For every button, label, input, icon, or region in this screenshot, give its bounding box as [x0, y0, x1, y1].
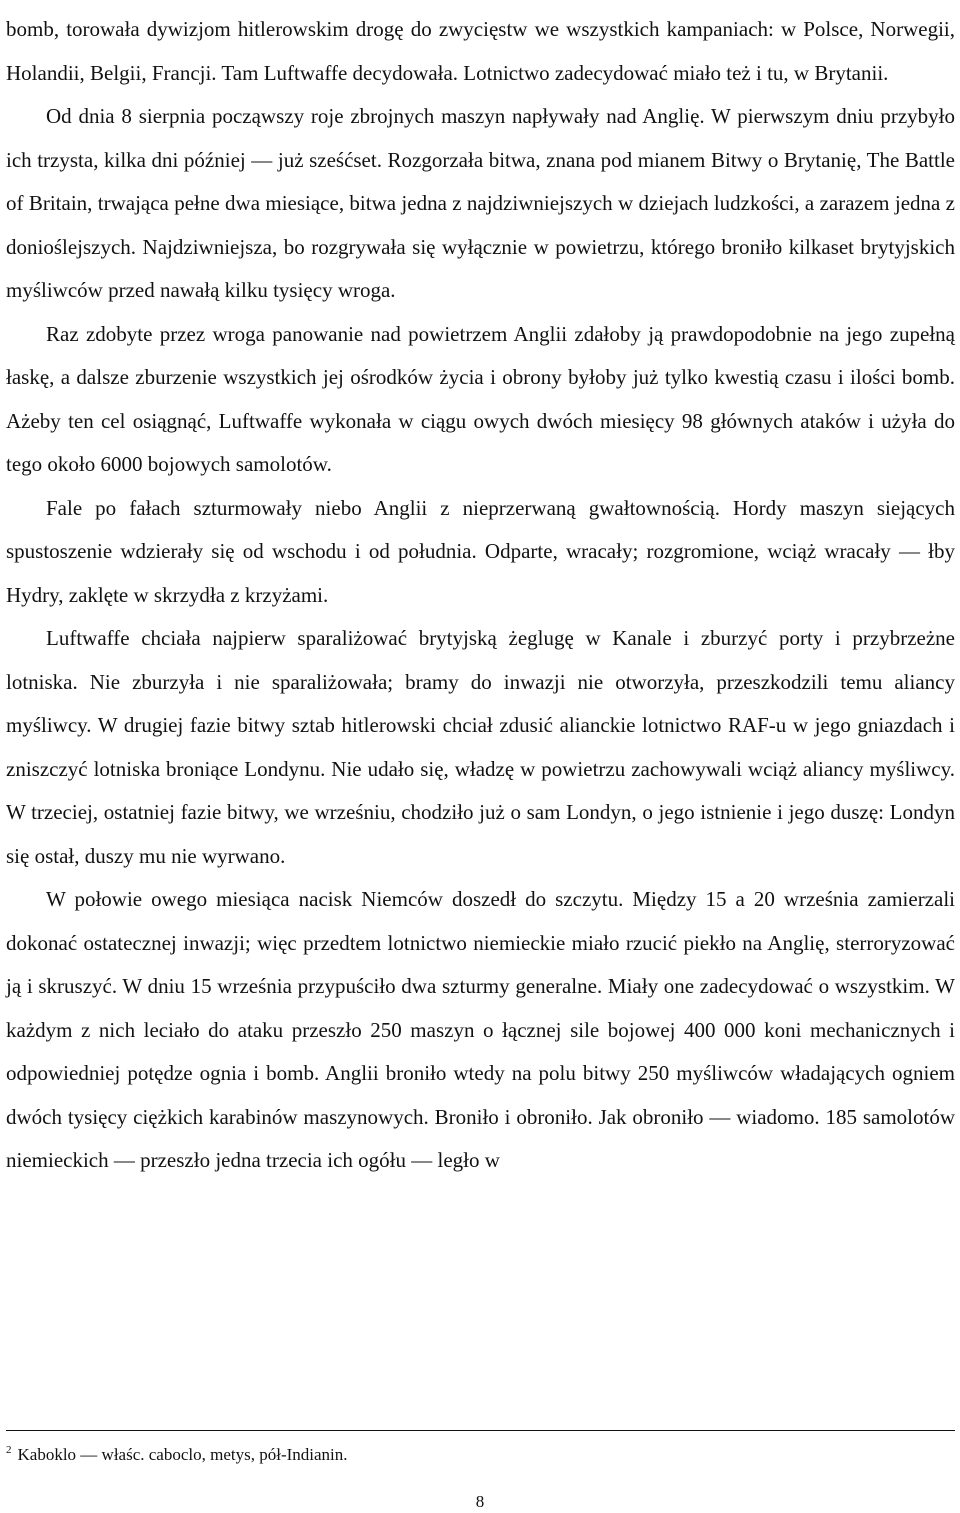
paragraph: Raz zdobyte przez wroga panowanie nad powietrzem Anglii zdałoby ją prawdopodobnie na jego zupełną łaskę, a dalsze zburzenie wszystkich jej ośrodków życia i obrony byłoby już tylko kwestią czasu i ilości bomb. Ażeby ten cel osiągnąć, Luftwaffe wykonała w ciągu owych dwóch miesięcy 98 głównych ataków i użyła do tego około 6000 bojowych samolotów.	[6, 321, 955, 476]
paragraph: Od dnia 8 sierpnia począwszy roje zbrojnych maszyn napływały nad Anglię. W pierwszym dniu przybyło ich trzysta, kilka dni później — już sześćset. Rozgorzała bitwa, znana pod mianem Bitwy o Brytanię, The Battle of Britain, trwająca pełne dwa miesiące, bitwa jedna z najdziwniejszych w dziejach ludzkości, a zarazem jedna z donioślejszych. Najdziwniejsza, bo rozgrywała się wyłącznie w powietrzu, którego broniło kilkaset brytyjskich myśliwców przed nawałą kilku tysięcy wroga.	[6, 104, 955, 302]
page-number: 8	[475, 1492, 485, 1511]
paragraph-continued: bomb, torowała dywizjom hitlerowskim drogę do zwycięstw we wszystkich kampaniach: w Polsce, Norwegii, Holandii, Belgii, Francji. Tam Luftwaffe decydowała. Lotnictwo zadecydować miało też i tu, w Brytanii.	[6, 17, 955, 85]
footnote-marker: 2	[6, 1444, 12, 1457]
footnote-divider	[6, 1430, 955, 1431]
body-text	[6, 8, 955, 1183]
footnote-text: Kaboklo — właśc. caboclo, metys, pół-Indianin.	[17, 1445, 348, 1464]
paragraph: W połowie owego miesiąca nacisk Niemców doszedł do szczytu. Między 15 a 20 września zamierzali dokonać ostatecznej inwazji; więc przedtem lotnictwo niemieckie miało rzucić piekło na Anglię, sterroryzować ją i skruszyć. W dniu 15 września przypuściło dwa szturmy generalne. Miały one zadecydować o wszystkim. W każdym z nich leciało do ataku przeszło 250 maszyn o łącznej sile bojowej 400 000 koni mechanicznych i odpowiedniej potędze ognia i bomb. Anglii broniło wtedy na polu bitwy 250 myśliwców władających ogniem dwóch tysięcy ciężkich karabinów maszynowych. Broniło i obroniło. Jak obroniło — wiadomo. 185 samolotów niemieckich — przeszło jedna trzecia ich ogółu — legło w	[6, 887, 955, 1172]
footnote	[6, 1442, 955, 1468]
paragraph: Fale po fałach szturmowały niebo Anglii z nieprzerwaną gwałtownością. Hordy maszyn siejących spustoszenie wdzierały się od wschodu i od południa. Odparte, wracały; rozgromione, wciąż wracały — łby Hydry, zaklęte w skrzydła z krzyżami.	[6, 495, 955, 607]
paragraph: Luftwaffe chciała najpierw sparaliżować brytyjską żeglugę w Kanale i zburzyć porty i przybrzeżne lotniska. Nie zburzyła i nie sparaliżowała; bramy do inwazji nie otworzyła, przeszkodzili temu aliancy myśliwcy. W drugiej fazie bitwy sztab hitlerowski chciał zdusić alianckie lotnictwo RAF-u w jego gniazdach i zniszczyć lotniska broniące Londynu. Nie udało się, władzę w powietrzu zachowywali wciąż aliancy myśliwcy. W trzeciej, ostatniej fazie bitwy, we wrześniu, chodziło już o sam Londyn, o jego istnienie i jego duszę: Londyn się ostał, duszy mu nie wyrwano.	[6, 626, 955, 868]
